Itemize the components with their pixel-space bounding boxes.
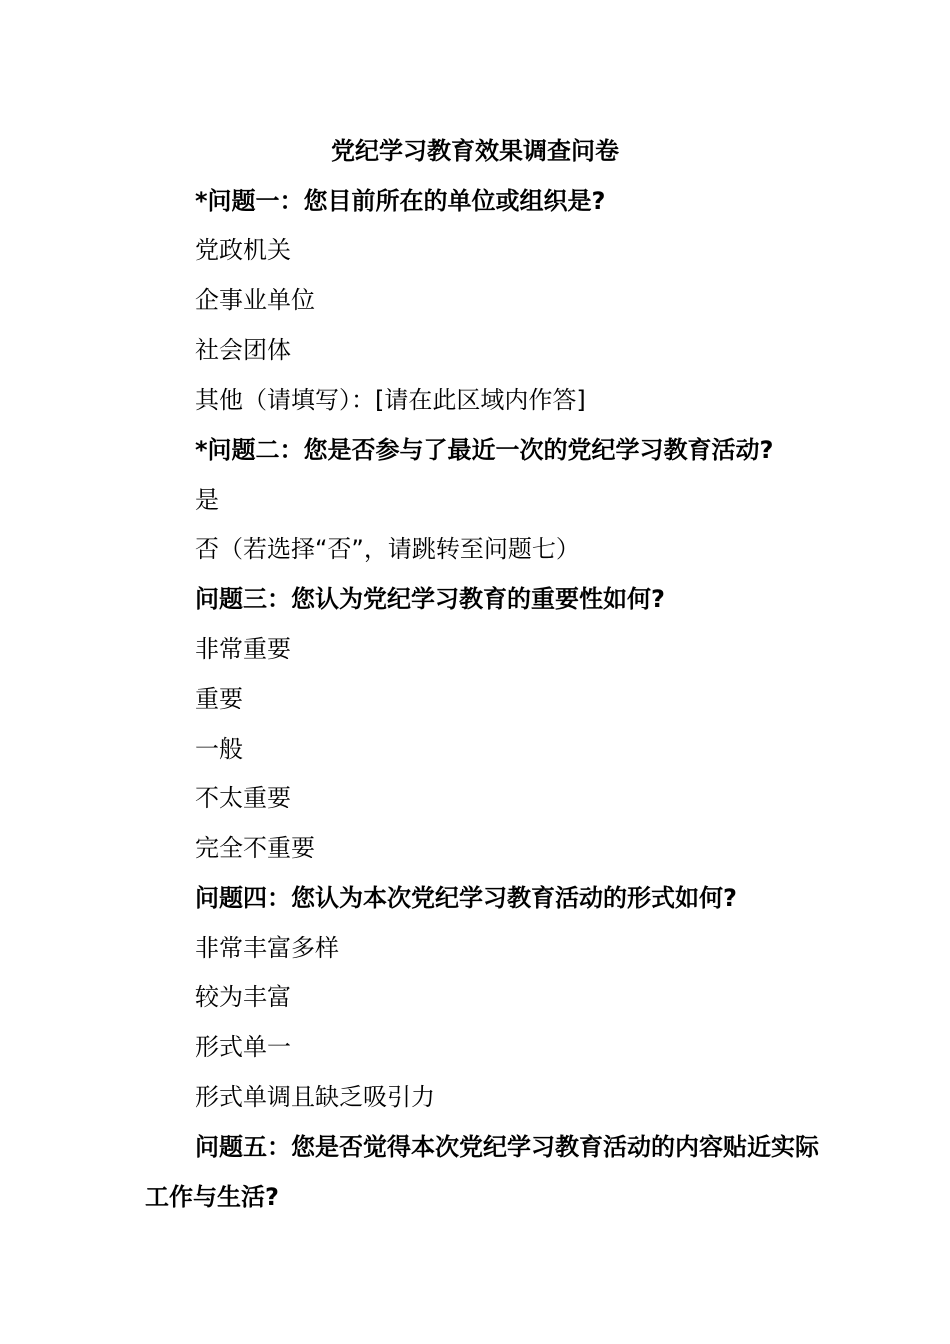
question-5-label: 问题五：您是否觉得本次党纪学习教育活动的内容贴近实际工作与生活? [145,1133,819,1211]
question-4-option: 形式单调且缺乏吸引力 [195,1083,435,1111]
question-1-label: *问题一：您目前所在的单位或组织是? [195,187,606,215]
question-3-label: 问题三：您认为党纪学习教育的重要性如何? [195,585,665,613]
question-1-option: 其他（请填写）：[请在此区域内作答] [195,386,586,414]
question-1-option: 企事业单位 [195,286,315,314]
document-title: 党纪学习教育效果调查问卷 [331,137,619,165]
question-3-option: 不太重要 [195,784,291,812]
question-2-label: *问题二：您是否参与了最近一次的党纪学习教育活动? [195,436,774,464]
question-4-option: 较为丰富 [195,983,291,1011]
question-4-option: 形式单一 [195,1033,291,1061]
question-3-option: 非常重要 [195,635,291,663]
question-4-option: 非常丰富多样 [195,934,339,962]
question-1-option: 社会团体 [195,336,291,364]
question-3-option: 一般 [195,735,243,763]
question-3-option: 重要 [195,685,243,713]
question-3-option: 完全不重要 [195,834,315,862]
question-2-option: 是 [195,486,219,514]
question-2-option: 否（若选择“否”，请跳转至问题七） [195,535,580,563]
question-1-option: 党政机关 [195,236,291,264]
question-4-label: 问题四：您认为本次党纪学习教育活动的形式如何? [195,884,737,912]
